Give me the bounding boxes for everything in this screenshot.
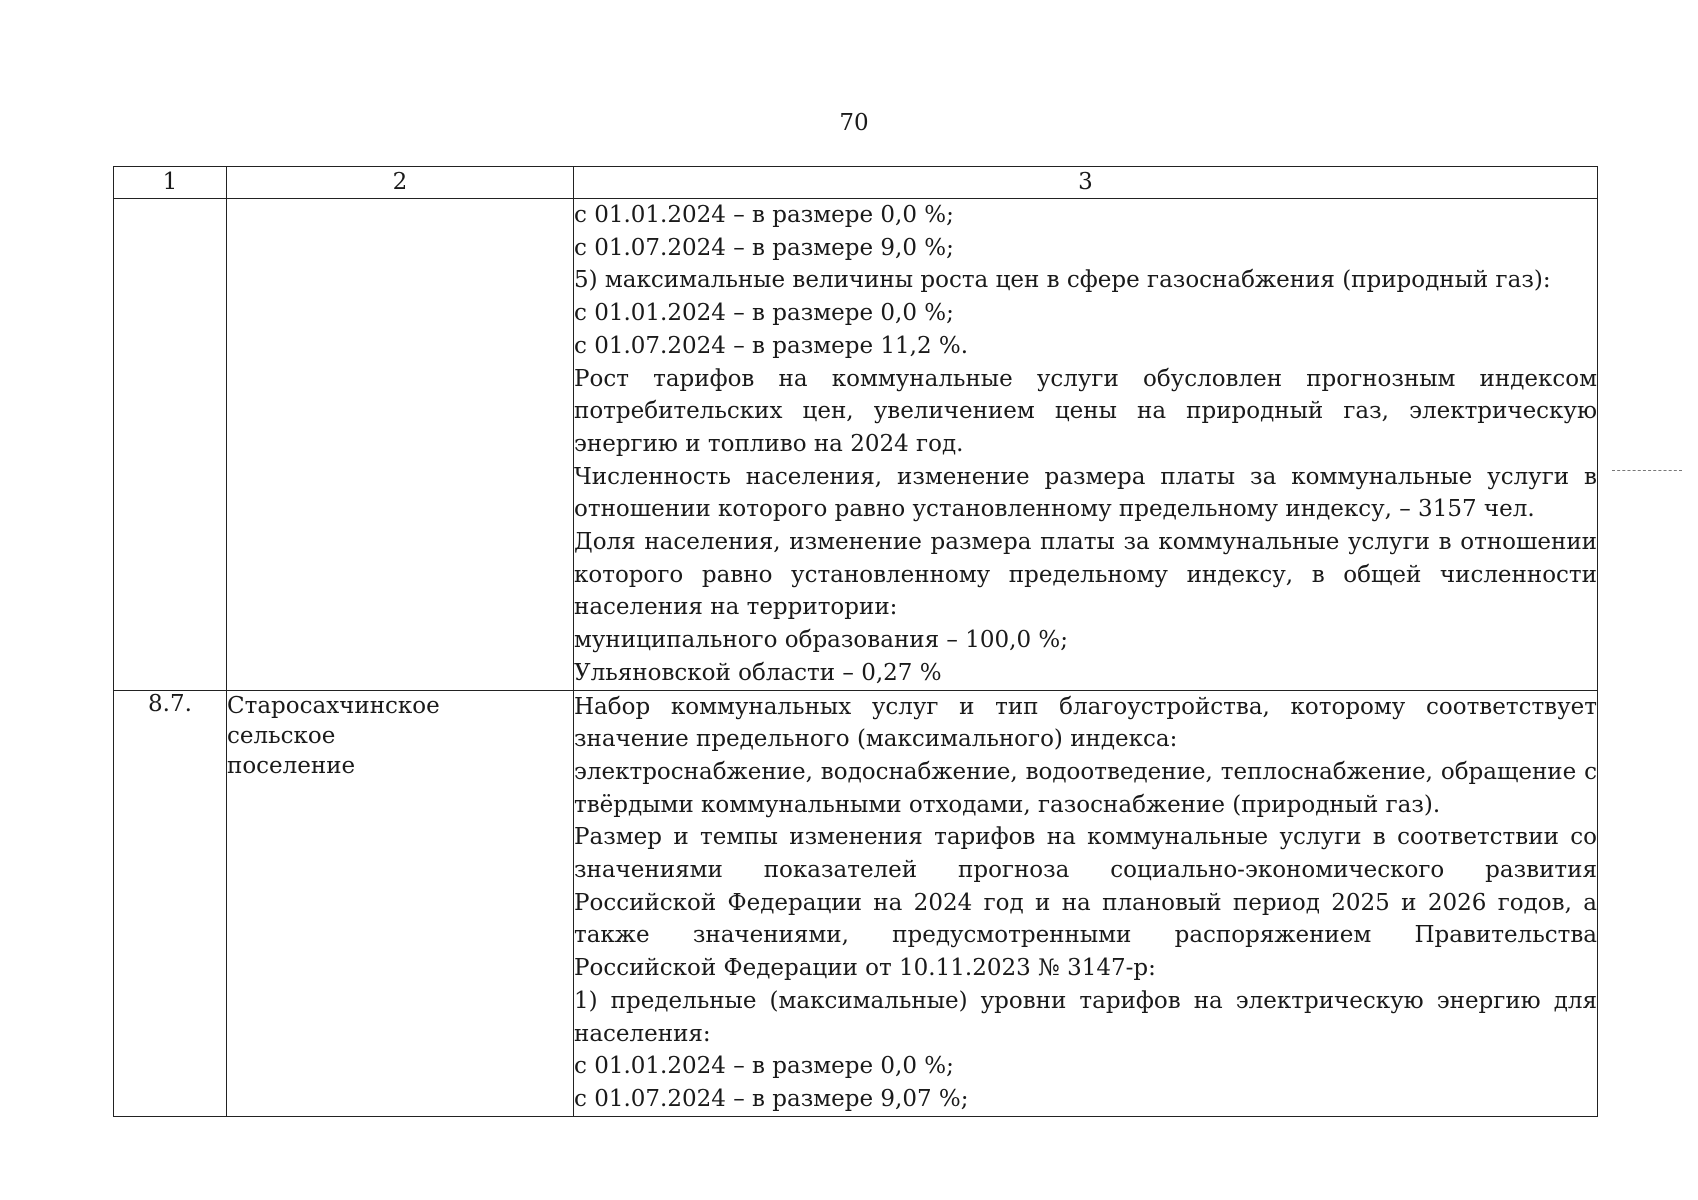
text-paragraph: Размер и темпы изменения тарифов на коммунальные услуги в соответствии со значениями показателей прогноза социально-экономического развития Российской Федерации на 2024 год и на плановый период 2025 и 2026 годов, а также значениями, предусмотренными распоряжением Правительства Российской Федерации от 10.11.2023 № 3147-р: <box>574 824 1597 982</box>
table-row <box>114 199 1598 691</box>
text-line: с 01.07.2024 – в размере 11,2 %. <box>574 332 969 359</box>
text-paragraph: Рост тарифов на коммунальные услуги обусловлен прогнозным индексом потребительских цен, увеличением цены на природный газ, электрическую энергию и топливо на 2024 год. <box>574 365 1597 457</box>
text-line: Ульяновской области – 0,27 % <box>574 659 942 686</box>
scan-artifact-mark <box>1612 470 1682 471</box>
description-cell <box>574 199 1598 691</box>
tariff-table <box>113 166 1598 1117</box>
settlement-name-cell <box>227 690 574 1116</box>
header-col-2: 2 <box>227 167 574 199</box>
header-col-3: 3 <box>574 167 1598 199</box>
text-paragraph: 1) предельные (максимальные) уровни тарифов на электрическую энергию для населения: <box>574 987 1597 1047</box>
text-line: муниципального образования – 100,0 %; <box>574 627 1068 654</box>
header-col-1: 1 <box>114 167 227 199</box>
text-line: с 01.01.2024 – в размере 0,0 %; <box>574 300 954 327</box>
table-header-row <box>114 167 1598 199</box>
row-number-cell: 8.7. <box>114 690 227 1116</box>
text-line: с 01.01.2024 – в размере 0,0 %; <box>574 202 954 228</box>
text-line: 5) максимальные величины роста цен в сфере газоснабжения (природный газ): <box>574 267 1551 294</box>
description-cell <box>574 690 1598 1116</box>
table-row <box>114 690 1598 1116</box>
text-paragraph: Численность населения, изменение размера платы за коммунальные услуги в отношении которого равно установленному предельному индексу, – 3157 чел. <box>574 463 1597 523</box>
page-number: 70 <box>839 110 869 136</box>
text-paragraph: Доля населения, изменение размера платы за коммунальные услуги в отношении которого равно установленному предельному индексу, в общей численности населения на территории: <box>574 529 1597 621</box>
text-paragraph: электроснабжение, водоснабжение, водоотведение, теплоснабжение, обращение с твёрдыми коммунальными отходами, газоснабжение (природный газ). <box>574 758 1597 818</box>
text-paragraph: Набор коммунальных услуг и тип благоустройства, которому соответствует значение предельного (максимального) индекса: <box>574 693 1597 753</box>
text-line: с 01.07.2024 – в размере 9,07 %; <box>574 1085 969 1112</box>
settlement-name: Старосахчинское сельское поселение <box>227 692 440 779</box>
settlement-name-cell <box>227 199 574 691</box>
text-line: с 01.07.2024 – в размере 9,0 %; <box>574 234 954 261</box>
row-number-cell <box>114 199 227 691</box>
text-line: с 01.01.2024 – в размере 0,0 %; <box>574 1053 954 1080</box>
